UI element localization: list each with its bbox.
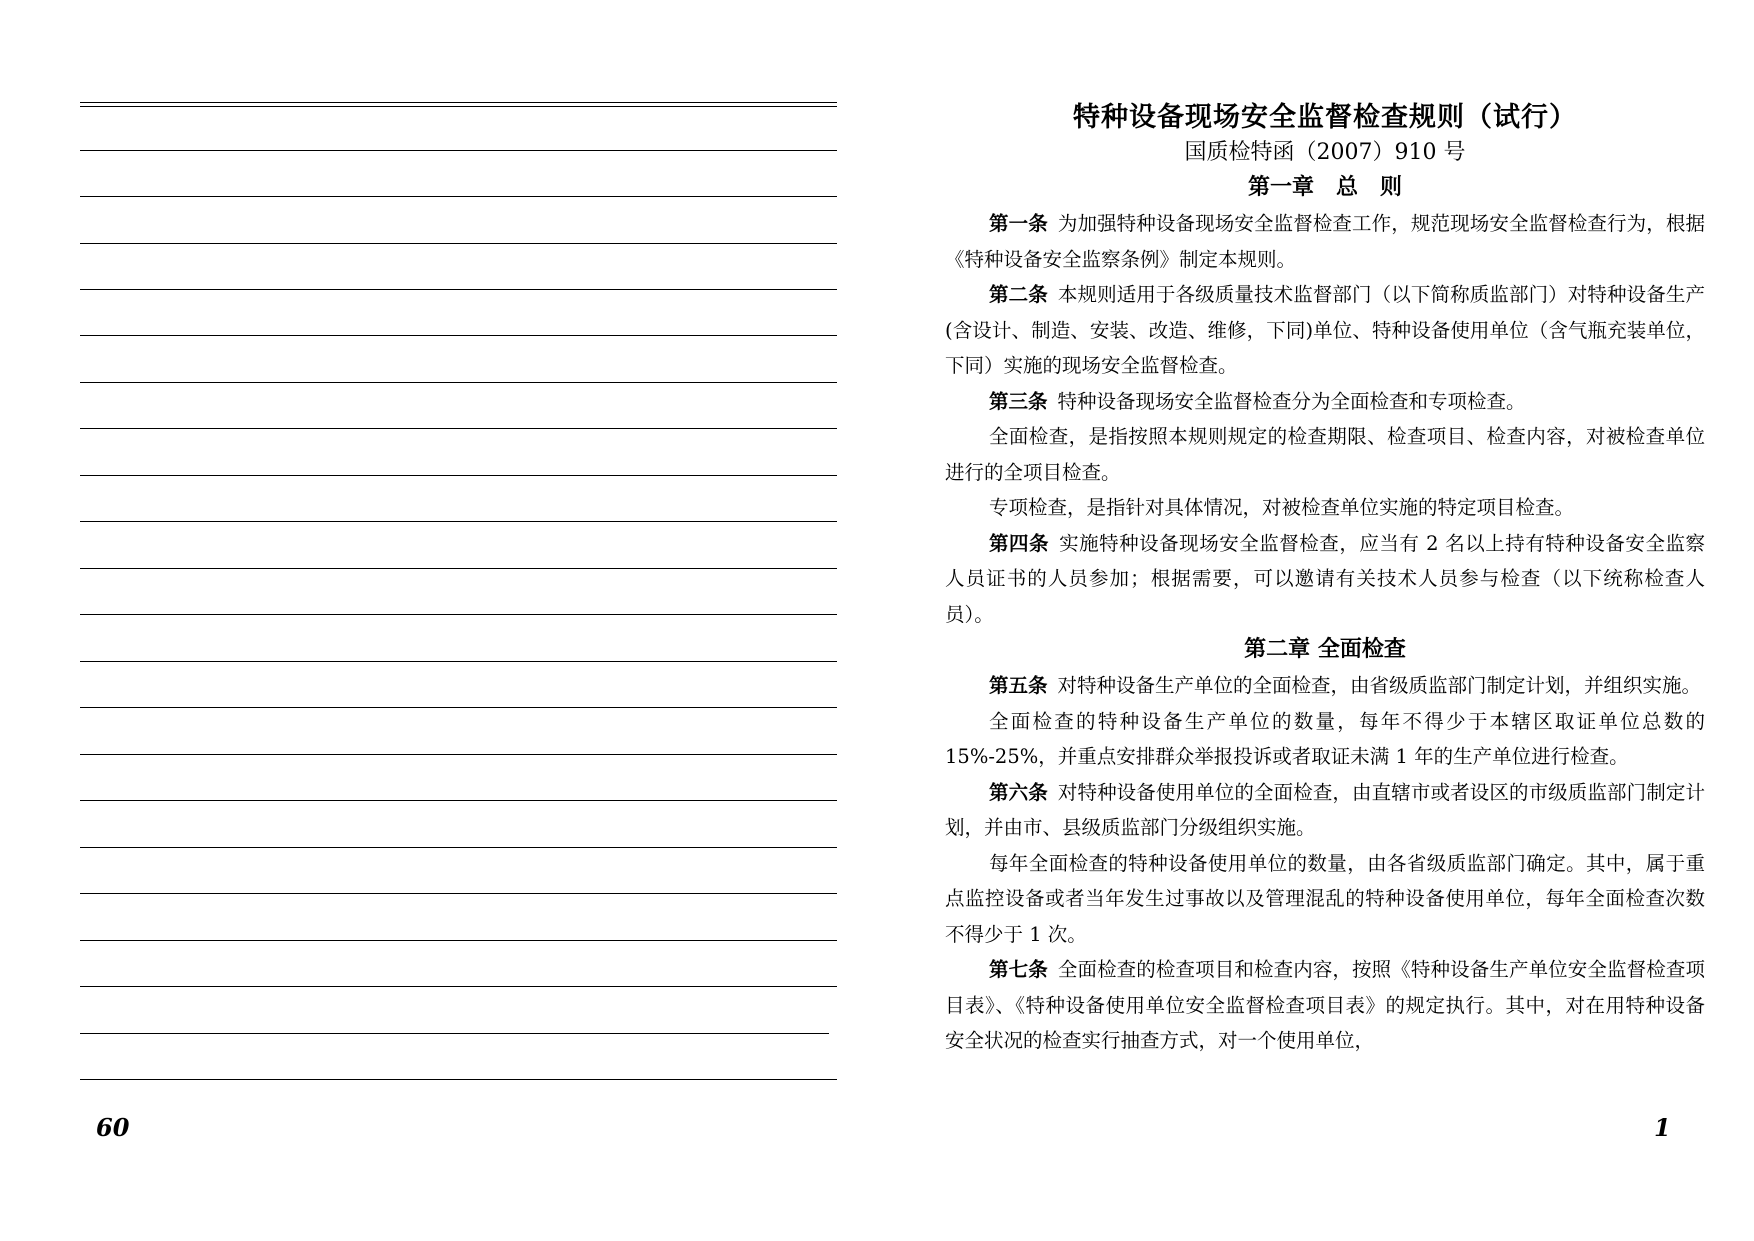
article-paragraph (945, 775, 1705, 846)
ruled-line (80, 614, 837, 615)
body-paragraph: 全面检查，是指按照本规则规定的检查期限、检查项目、检查内容，对被检查单位进行的全项目检查。 (945, 425, 1705, 484)
ruled-line (80, 102, 837, 107)
article-text: 实施特种设备现场安全监督检查，应当有 2 名以上持有特种设备安全监察人员证书的人员参加；根据需要，可以邀请有关技术人员参与检查（以下统称检查人员）。 (945, 531, 1705, 626)
article-label: 第四条 (989, 531, 1050, 555)
article-text: 特种设备现场安全监督检查分为全面检查和专项检查。 (1057, 389, 1526, 413)
ruled-line (80, 475, 837, 476)
article-paragraph (945, 668, 1705, 704)
article-label: 第六条 (989, 780, 1048, 804)
ruled-line (80, 754, 837, 755)
ruled-line (80, 1079, 837, 1080)
ruled-notes-page (80, 0, 837, 1241)
chapter-heading: 第二章 全面检查 (1244, 637, 1406, 662)
body-paragraph: 专项检查，是指针对具体情况，对被检查单位实施的特定项目检查。 (989, 496, 1575, 519)
ruled-line (80, 661, 837, 662)
ruled-line (80, 521, 837, 522)
body-paragraph: 每年全面检查的特种设备使用单位的数量，由各省级质监部门确定。其中，属于重点监控设备或者当年发生过事故以及管理混乱的特种设备使用单位，每年全面检查次数不得少于 1 次。 (945, 851, 1705, 946)
article-text: 全面检查的检查项目和检查内容，按照《特种设备生产单位安全监督检查项目表》、《特种设备使用单位安全监督检查项目表》的规定执行。其中，对在用特种设备安全状况的检查实行抽查方式，对一个使用单位， (945, 958, 1705, 1052)
ruled-line (80, 428, 837, 429)
article-paragraph (945, 526, 1705, 633)
ruled-line (80, 196, 837, 197)
ruled-line (80, 893, 837, 894)
ruled-line (80, 800, 837, 801)
article-label: 第七条 (989, 958, 1048, 981)
article-label: 第三条 (989, 389, 1048, 413)
article-text: 对特种设备生产单位的全面检查，由省级质监部门制定计划，并组织实施。 (1057, 674, 1702, 697)
ruled-line (80, 1033, 829, 1034)
ruled-line (80, 568, 837, 569)
ruled-line (80, 335, 837, 336)
article-paragraph (945, 384, 1705, 420)
article-paragraph (945, 206, 1705, 277)
article-text: 对特种设备使用单位的全面检查，由直辖市或者设区的市级质监部门制定计划，并由市、县级质监部门分级组织实施。 (945, 780, 1705, 839)
left-page-number: 60 (96, 1113, 130, 1142)
ruled-line (80, 289, 837, 290)
ruled-line (80, 940, 837, 941)
ruled-line (80, 986, 837, 987)
document-page (945, 100, 1705, 1059)
ruled-line (80, 150, 837, 151)
ruled-line (80, 847, 837, 848)
article-paragraph (945, 277, 1705, 384)
article-paragraph (945, 952, 1705, 1059)
article-label: 第一条 (989, 212, 1048, 235)
document-number: 国质检特函（2007）910 号 (1184, 140, 1466, 165)
ruled-line (80, 243, 837, 244)
ruled-line (80, 707, 837, 708)
article-label: 第二条 (989, 283, 1048, 306)
body-paragraph: 全面检查的特种设备生产单位的数量，每年不得少于本辖区取证单位总数的 15%-25%，并重点安排群众举报投诉或者取证未满 1 年的生产单位进行检查。 (945, 709, 1705, 768)
article-label: 第五条 (989, 674, 1048, 697)
article-text: 本规则适用于各级质量技术监督部门（以下简称质监部门）对特种设备生产(含设计、制造、安装、改造、维修，下同)单位、特种设备使用单位（含气瓶充装单位，下同）实施的现场安全监督检查。 (945, 283, 1705, 377)
document-title: 特种设备现场安全监督检查规则（试行） (1073, 102, 1577, 133)
article-text: 为加强特种设备现场安全监督检查工作，规范现场安全监督检查行为，根据《特种设备安全监察条例》制定本规则。 (945, 212, 1705, 271)
right-page-number: 1 (1654, 1113, 1671, 1142)
chapter-heading: 第一章 总 则 (1247, 175, 1402, 200)
ruled-line (80, 382, 837, 383)
